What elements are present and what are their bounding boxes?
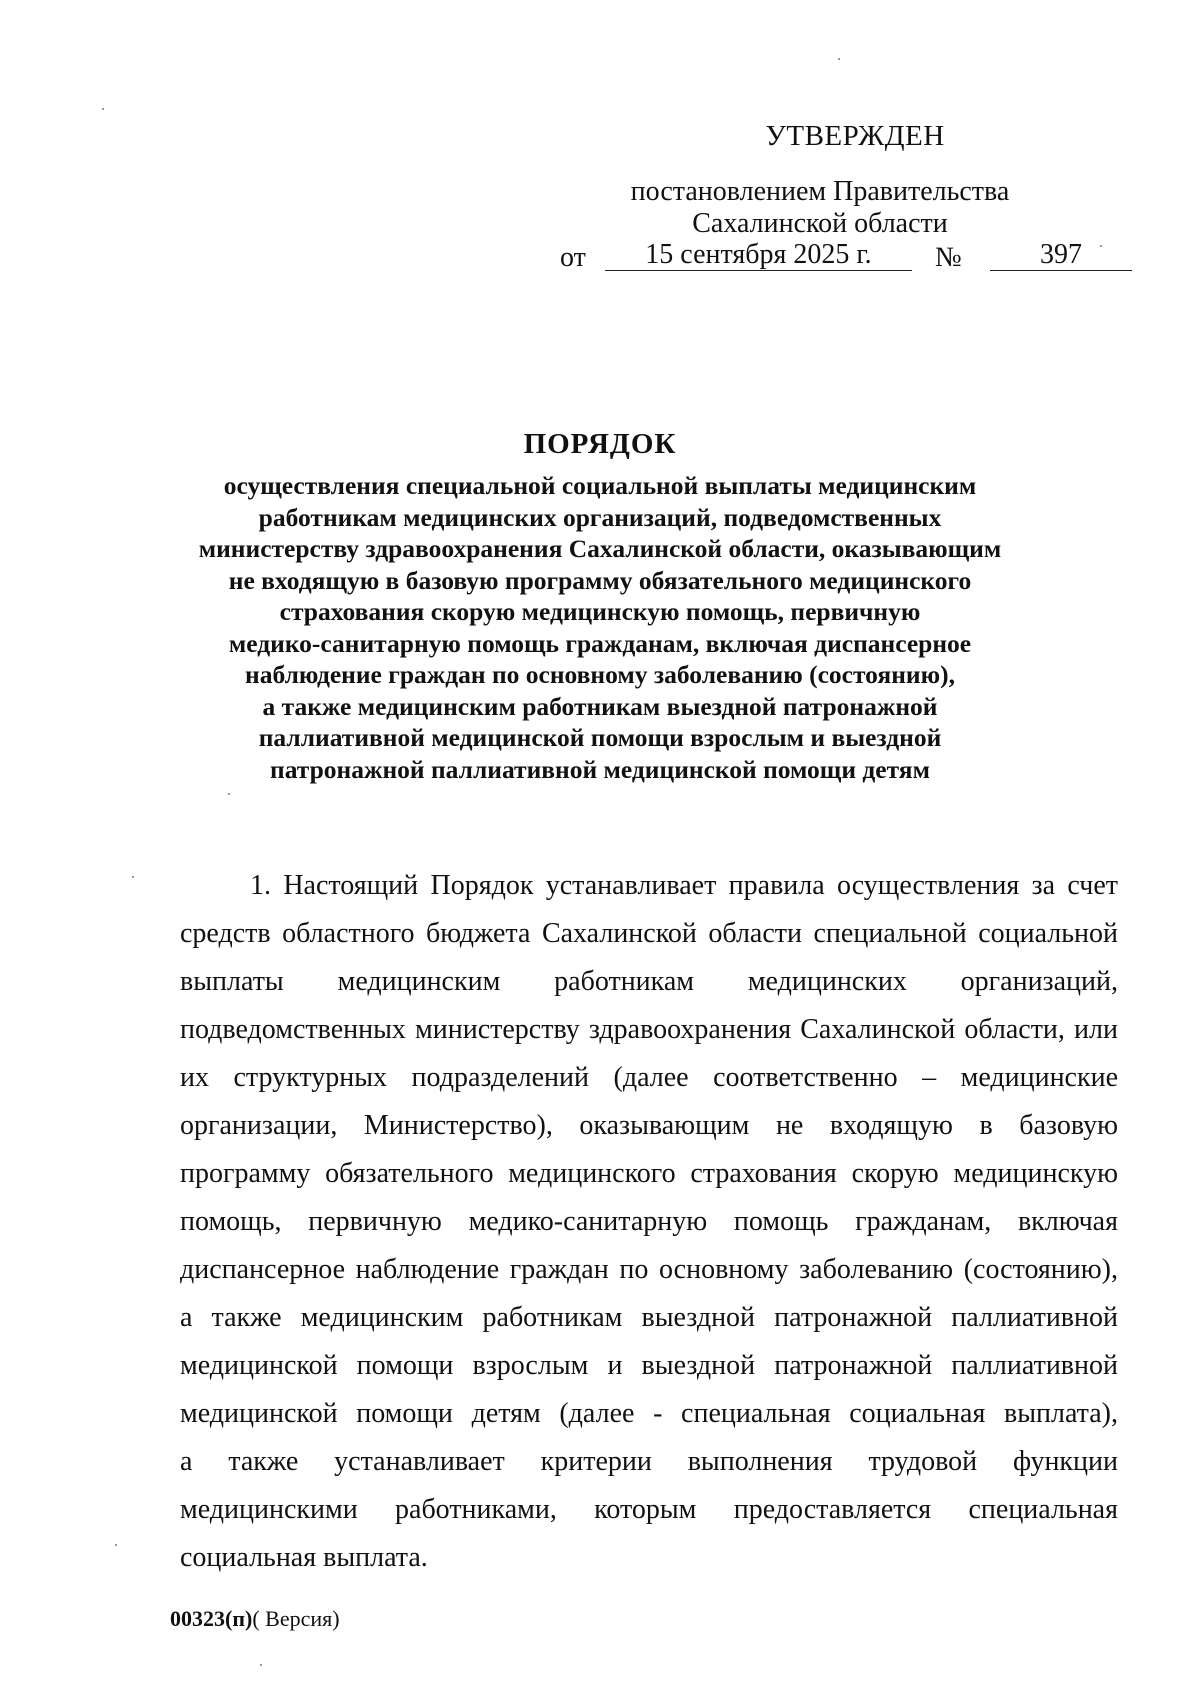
subtitle-line: министерству здравоохранения Сахалинской области, оказывающим [198, 534, 1002, 563]
subtitle-line: осуществления специальной социальной выплаты медицинским [223, 471, 977, 500]
paragraph-line: медицинскими работниками, которым предоставляется специальная [180, 1494, 1118, 1525]
subtitle-line: медико-санитарную помощь гражданам, включая диспансерное [228, 628, 972, 658]
paragraph-line: а также медицинским работникам выездной патронажной паллиативной [180, 1302, 1118, 1333]
document-subtitle [160, 470, 1040, 785]
paragraph-line: выплаты медицинским работникам медицинских организаций, [180, 966, 1118, 997]
scan-speck [838, 58, 840, 60]
paragraph-1 [180, 862, 1118, 1582]
subtitle-line: страхования скорую медицинскую помощь, первичную [279, 597, 921, 626]
paragraph-line: подведомственных министерству здравоохранения Сахалинской области, или [180, 1014, 1118, 1045]
approval-block [500, 120, 1140, 276]
subtitle-line: патронажной паллиативной медицинской помощи детям [270, 754, 930, 784]
paragraph-line: медицинской помощи взрослым и выездной патронажной паллиативной [180, 1350, 1118, 1381]
date-prefix: от [560, 242, 586, 273]
paragraph-line: диспансерное наблюдение граждан по основному заболеванию (состоянию), [180, 1254, 1118, 1285]
paragraph-line: а также устанавливает критерии выполнения трудовой функции [180, 1446, 1118, 1477]
paragraph-line: организации, Министерство), оказывающим не входящую в базовую [180, 1110, 1118, 1141]
document-code: 00323(п) [170, 1606, 253, 1631]
approval-line-1: постановлением Правительства [630, 176, 1010, 207]
approval-date-row [500, 240, 1140, 276]
subtitle-line: работникам медицинских организаций, подведомственных [258, 502, 942, 532]
approval-stamp: УТВЕРЖДЕН [765, 120, 945, 152]
scan-speck [132, 876, 134, 878]
approval-date: 15 сентября 2025 г. [605, 240, 912, 271]
approval-line-2: Сахалинской области [692, 208, 948, 239]
paragraph-line: социальная выплата. [180, 1542, 428, 1573]
paragraph-line: помощь, первичную медико-санитарную помощь гражданам, включая [180, 1206, 1118, 1237]
paragraph-line: медицинской помощи детям (далее - специальная социальная выплата), [180, 1398, 1118, 1429]
subtitle-line: а также медицинским работникам выездной патронажной [262, 691, 938, 721]
scan-speck [1100, 245, 1102, 247]
document-title: ПОРЯДОК [523, 428, 677, 460]
subtitle-line: не входящую в базовую программу обязательного медицинского [228, 565, 972, 595]
approval-number: 397 [990, 240, 1132, 271]
document-footer [170, 1606, 340, 1632]
scan-speck [102, 108, 104, 110]
paragraph-line: 1. Настоящий Порядок устанавливает правила осуществления за счет [250, 870, 1118, 901]
scan-speck [228, 793, 230, 795]
document-version: ( Версия) [252, 1606, 340, 1631]
paragraph-line: программу обязательного медицинского страхования скорую медицинскую [180, 1158, 1118, 1189]
subtitle-line: паллиативной медицинской помощи взрослым и выездной [258, 723, 942, 752]
subtitle-line: наблюдение граждан по основному заболеванию (состоянию), [245, 660, 955, 689]
paragraph-line: их структурных подразделений (далее соответственно – медицинские [180, 1062, 1118, 1093]
scan-speck [115, 1544, 117, 1546]
scan-speck [260, 1664, 262, 1666]
number-sign: № [935, 242, 962, 273]
paragraph-line: средств областного бюджета Сахалинской области специальной социальной [180, 918, 1118, 949]
